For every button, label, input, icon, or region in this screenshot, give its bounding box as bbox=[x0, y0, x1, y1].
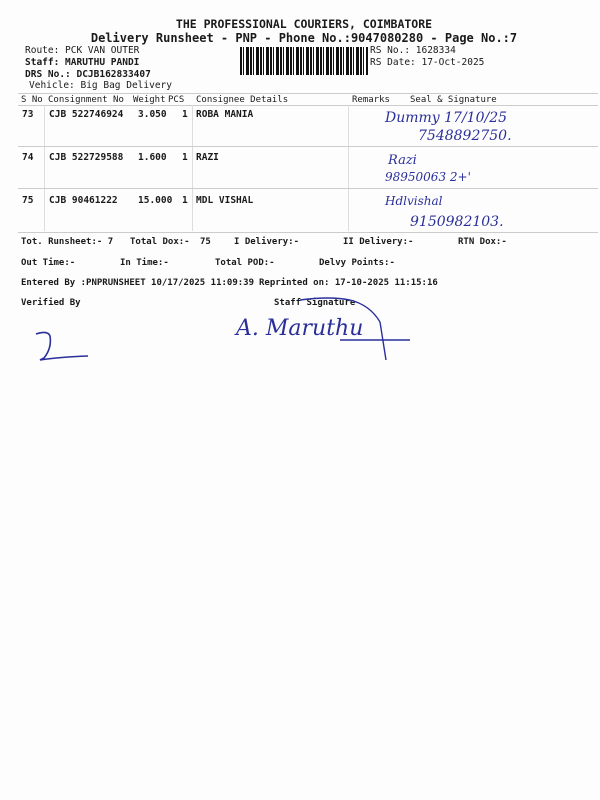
handwritten-phone: 9150982103. bbox=[410, 214, 504, 230]
col-remarks: Remarks bbox=[352, 95, 390, 105]
verified-by: Verified By bbox=[21, 298, 81, 308]
reprinted-on: Reprinted on: 17-10-2025 11:15:16 bbox=[259, 278, 438, 288]
route: Route: PCK VAN OUTER bbox=[25, 45, 140, 56]
col-signature: Seal & Signature bbox=[410, 95, 497, 105]
col-sno: S No bbox=[21, 95, 43, 105]
col-pcs: PCS bbox=[168, 95, 185, 105]
vehicle: Vehicle: Big Bag Delivery bbox=[29, 80, 172, 91]
rs-date: RS Date: 17-Oct-2025 bbox=[370, 57, 485, 68]
drs-number: DRS No.: DCJB162833407 bbox=[25, 69, 151, 80]
tot-runsheet: Tot. Runsheet:- 7 bbox=[21, 237, 114, 247]
handwritten-signature: Hdlvishal bbox=[385, 194, 443, 208]
delvy-points: Delvy Points:- bbox=[319, 258, 395, 268]
row-weight: 3.050 bbox=[138, 109, 167, 120]
staff-signature-label: Staff Signature bbox=[274, 298, 356, 308]
rs-number: RS No.: 1628334 bbox=[370, 45, 456, 56]
rtn-dox: RTN Dox:- bbox=[458, 237, 507, 247]
col-consignment: Consignment No bbox=[48, 95, 124, 105]
row-pcs: 1 bbox=[182, 195, 188, 206]
handwritten-signature: Razi bbox=[388, 153, 417, 168]
staff: Staff: MARUTHU PANDI bbox=[25, 57, 140, 68]
row-pcs: 1 bbox=[182, 152, 188, 163]
verified-signature bbox=[36, 332, 88, 360]
row-consignee: MDL VISHAL bbox=[196, 195, 254, 206]
total-dox-value: 75 bbox=[200, 237, 211, 247]
staff-signature-handwritten: A. Maruthu bbox=[236, 316, 364, 341]
handwritten-phone: 7548892750. bbox=[418, 128, 512, 144]
ii-delivery: II Delivery:- bbox=[343, 237, 414, 247]
row-consignment: CJB 522746924 bbox=[49, 109, 124, 120]
row-sno: 75 bbox=[22, 195, 34, 206]
total-dox-label: Total Dox:- bbox=[130, 237, 190, 247]
col-weight: Weight bbox=[133, 95, 166, 105]
row-consignee: RAZI bbox=[196, 152, 219, 163]
out-time: Out Time:- bbox=[21, 258, 76, 268]
handwritten-phone: 98950063 2+' bbox=[385, 170, 471, 184]
row-consignment: CJB 90461222 bbox=[49, 195, 118, 206]
row-weight: 15.000 bbox=[138, 195, 173, 206]
i-delivery: I Delivery:- bbox=[234, 237, 300, 247]
row-consignment: CJB 522729588 bbox=[49, 152, 124, 163]
col-consignee: Consignee Details bbox=[196, 95, 289, 105]
row-sno: 73 bbox=[22, 109, 34, 120]
total-pod: Total POD:- bbox=[215, 258, 275, 268]
runsheet-subtitle: Delivery Runsheet - PNP - Phone No.:9047080280 - Page No.:7 bbox=[90, 31, 518, 45]
row-weight: 1.600 bbox=[138, 152, 167, 163]
handwritten-signature: Dummy 17/10/25 bbox=[385, 110, 508, 126]
row-consignee: ROBA MANIA bbox=[196, 109, 254, 120]
row-pcs: 1 bbox=[182, 109, 188, 120]
in-time: In Time:- bbox=[120, 258, 169, 268]
row-sno: 74 bbox=[22, 152, 34, 163]
entered-by: Entered By :PNPRUNSHEET 10/17/2025 11:09:39 bbox=[21, 278, 254, 288]
company-title: THE PROFESSIONAL COURIERS, COIMBATORE bbox=[175, 17, 433, 31]
